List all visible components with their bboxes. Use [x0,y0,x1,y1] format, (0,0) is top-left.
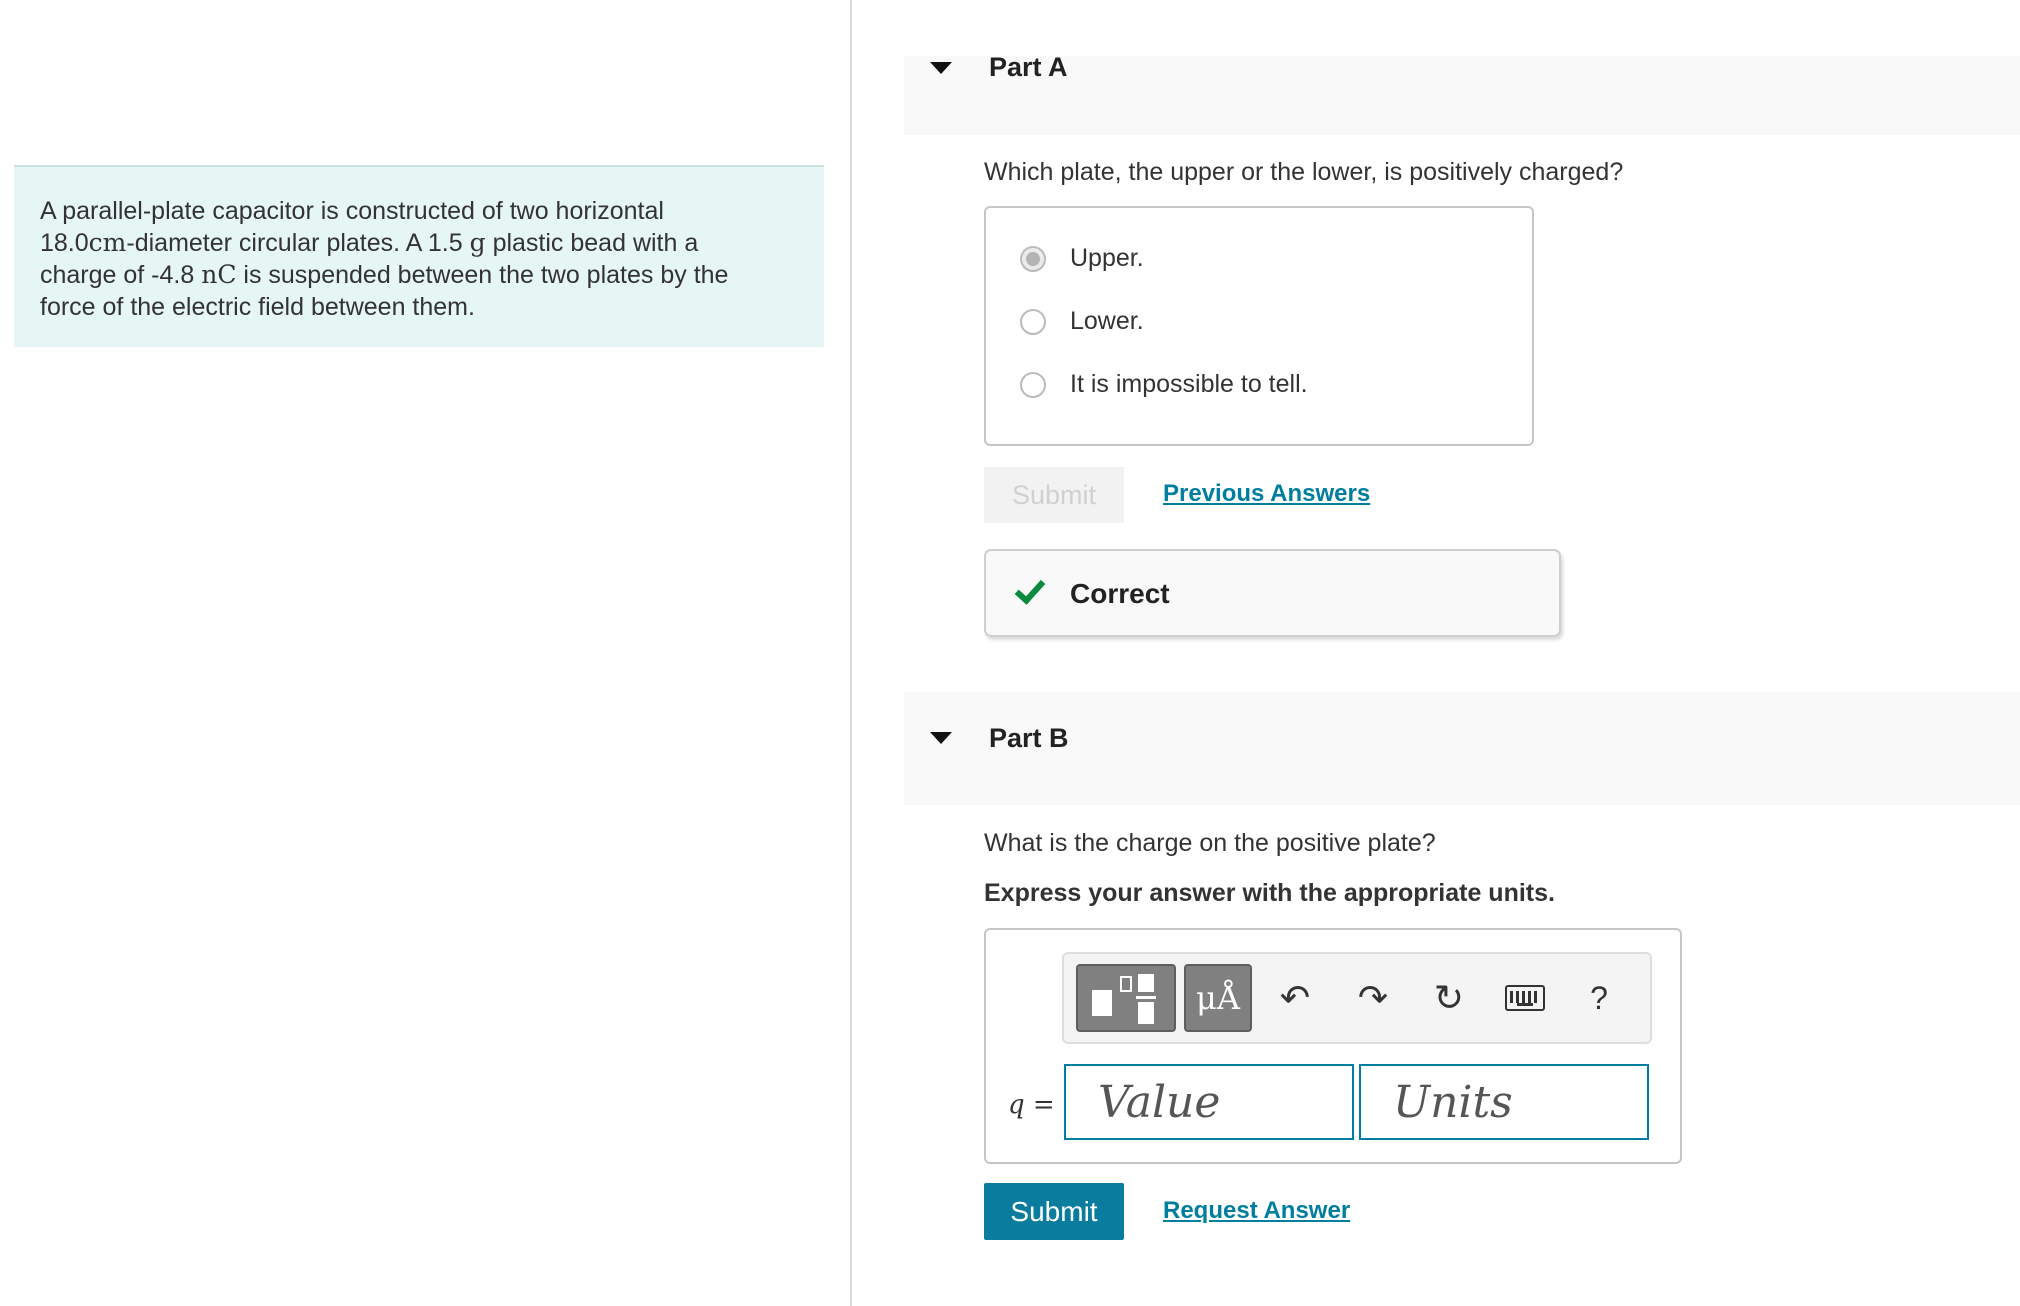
part-b-question: What is the charge on the positive plate? [984,829,1436,857]
check-icon [1015,573,1046,605]
keyboard-shape [1505,985,1545,1011]
mass-unit: g [469,228,486,257]
problem-line-2 [40,227,798,259]
radio-impossible[interactable] [1020,372,1046,398]
template-superscript [1120,976,1132,992]
keyboard-spacebar [1517,1003,1533,1006]
part-a-title: Part A [989,52,1068,82]
part-a-submit-button[interactable]: Submit [984,467,1124,523]
option-lower-label: Lower. [1070,307,1144,335]
part-b-header[interactable] [904,692,2020,805]
diameter-unit: cm [88,228,127,257]
radio-upper[interactable] [1020,246,1046,272]
problem-line-2-text: -diameter circular plates. A 1.5 [126,229,470,257]
caret-down-icon[interactable] [930,62,952,74]
request-answer-link[interactable]: Request Answer [1163,1197,1351,1224]
option-impossible-label: It is impossible to tell. [1070,370,1308,398]
part-b-title: Part B [989,723,1069,753]
feedback-correct [984,549,1561,637]
charge-unit: nC [201,260,237,289]
units-input[interactable] [1359,1064,1649,1140]
template-block [1092,990,1112,1016]
value-input[interactable] [1064,1064,1354,1140]
option-impossible[interactable] [1020,370,1308,399]
template-fraction-bar [1136,996,1156,999]
template-icon[interactable] [1076,964,1176,1032]
part-a-header[interactable] [904,52,2020,135]
problem-line-4: force of the electric field between them. [40,293,475,321]
panel-divider [850,0,852,1306]
answer-box [984,928,1682,1164]
feedback-text: Correct [1070,578,1170,609]
option-upper[interactable] [1020,244,1144,273]
equals-sign: = [1032,1090,1055,1120]
template-denominator [1138,1002,1154,1024]
problem-line-3-text: charge of -4.8 [40,261,202,289]
problem-line-3-end: is suspended between the two plates by the [236,261,729,289]
caret-down-icon[interactable] [930,732,952,744]
part-a-question: Which plate, the upper or the lower, is positively charged? [984,158,1624,186]
radio-dot [1026,252,1040,266]
part-b-instruction: Express your answer with the appropriate units. [984,879,1555,907]
template-numerator [1138,974,1154,992]
option-lower[interactable] [1020,307,1144,336]
radio-lower[interactable] [1020,309,1046,335]
math-toolbar [1062,952,1652,1044]
problem-line-3 [40,259,798,291]
undo-icon[interactable]: ↶ [1279,977,1311,1019]
variable-label [1008,1090,1055,1120]
keyboard-icon[interactable] [1500,970,1550,1026]
part-a-options [984,206,1534,446]
problem-statement [14,165,824,347]
diameter-value: 18.0 [40,229,89,257]
units-button[interactable]: μÅ [1184,964,1252,1032]
keyboard-keys [1510,991,1540,1003]
option-upper-label: Upper. [1070,244,1144,272]
redo-icon[interactable]: ↷ [1357,977,1389,1019]
variable-name: q [1008,1090,1025,1120]
previous-answers-link[interactable]: Previous Answers [1163,480,1371,507]
help-icon[interactable]: ? [1590,979,1608,1016]
problem-line-1: A parallel-plate capacitor is constructed of two horizontal [40,197,664,225]
problem-line-2-end: plastic bead with a [485,229,699,257]
part-b-submit-button[interactable]: Submit [984,1183,1124,1240]
reset-icon[interactable]: ↻ [1433,977,1465,1019]
